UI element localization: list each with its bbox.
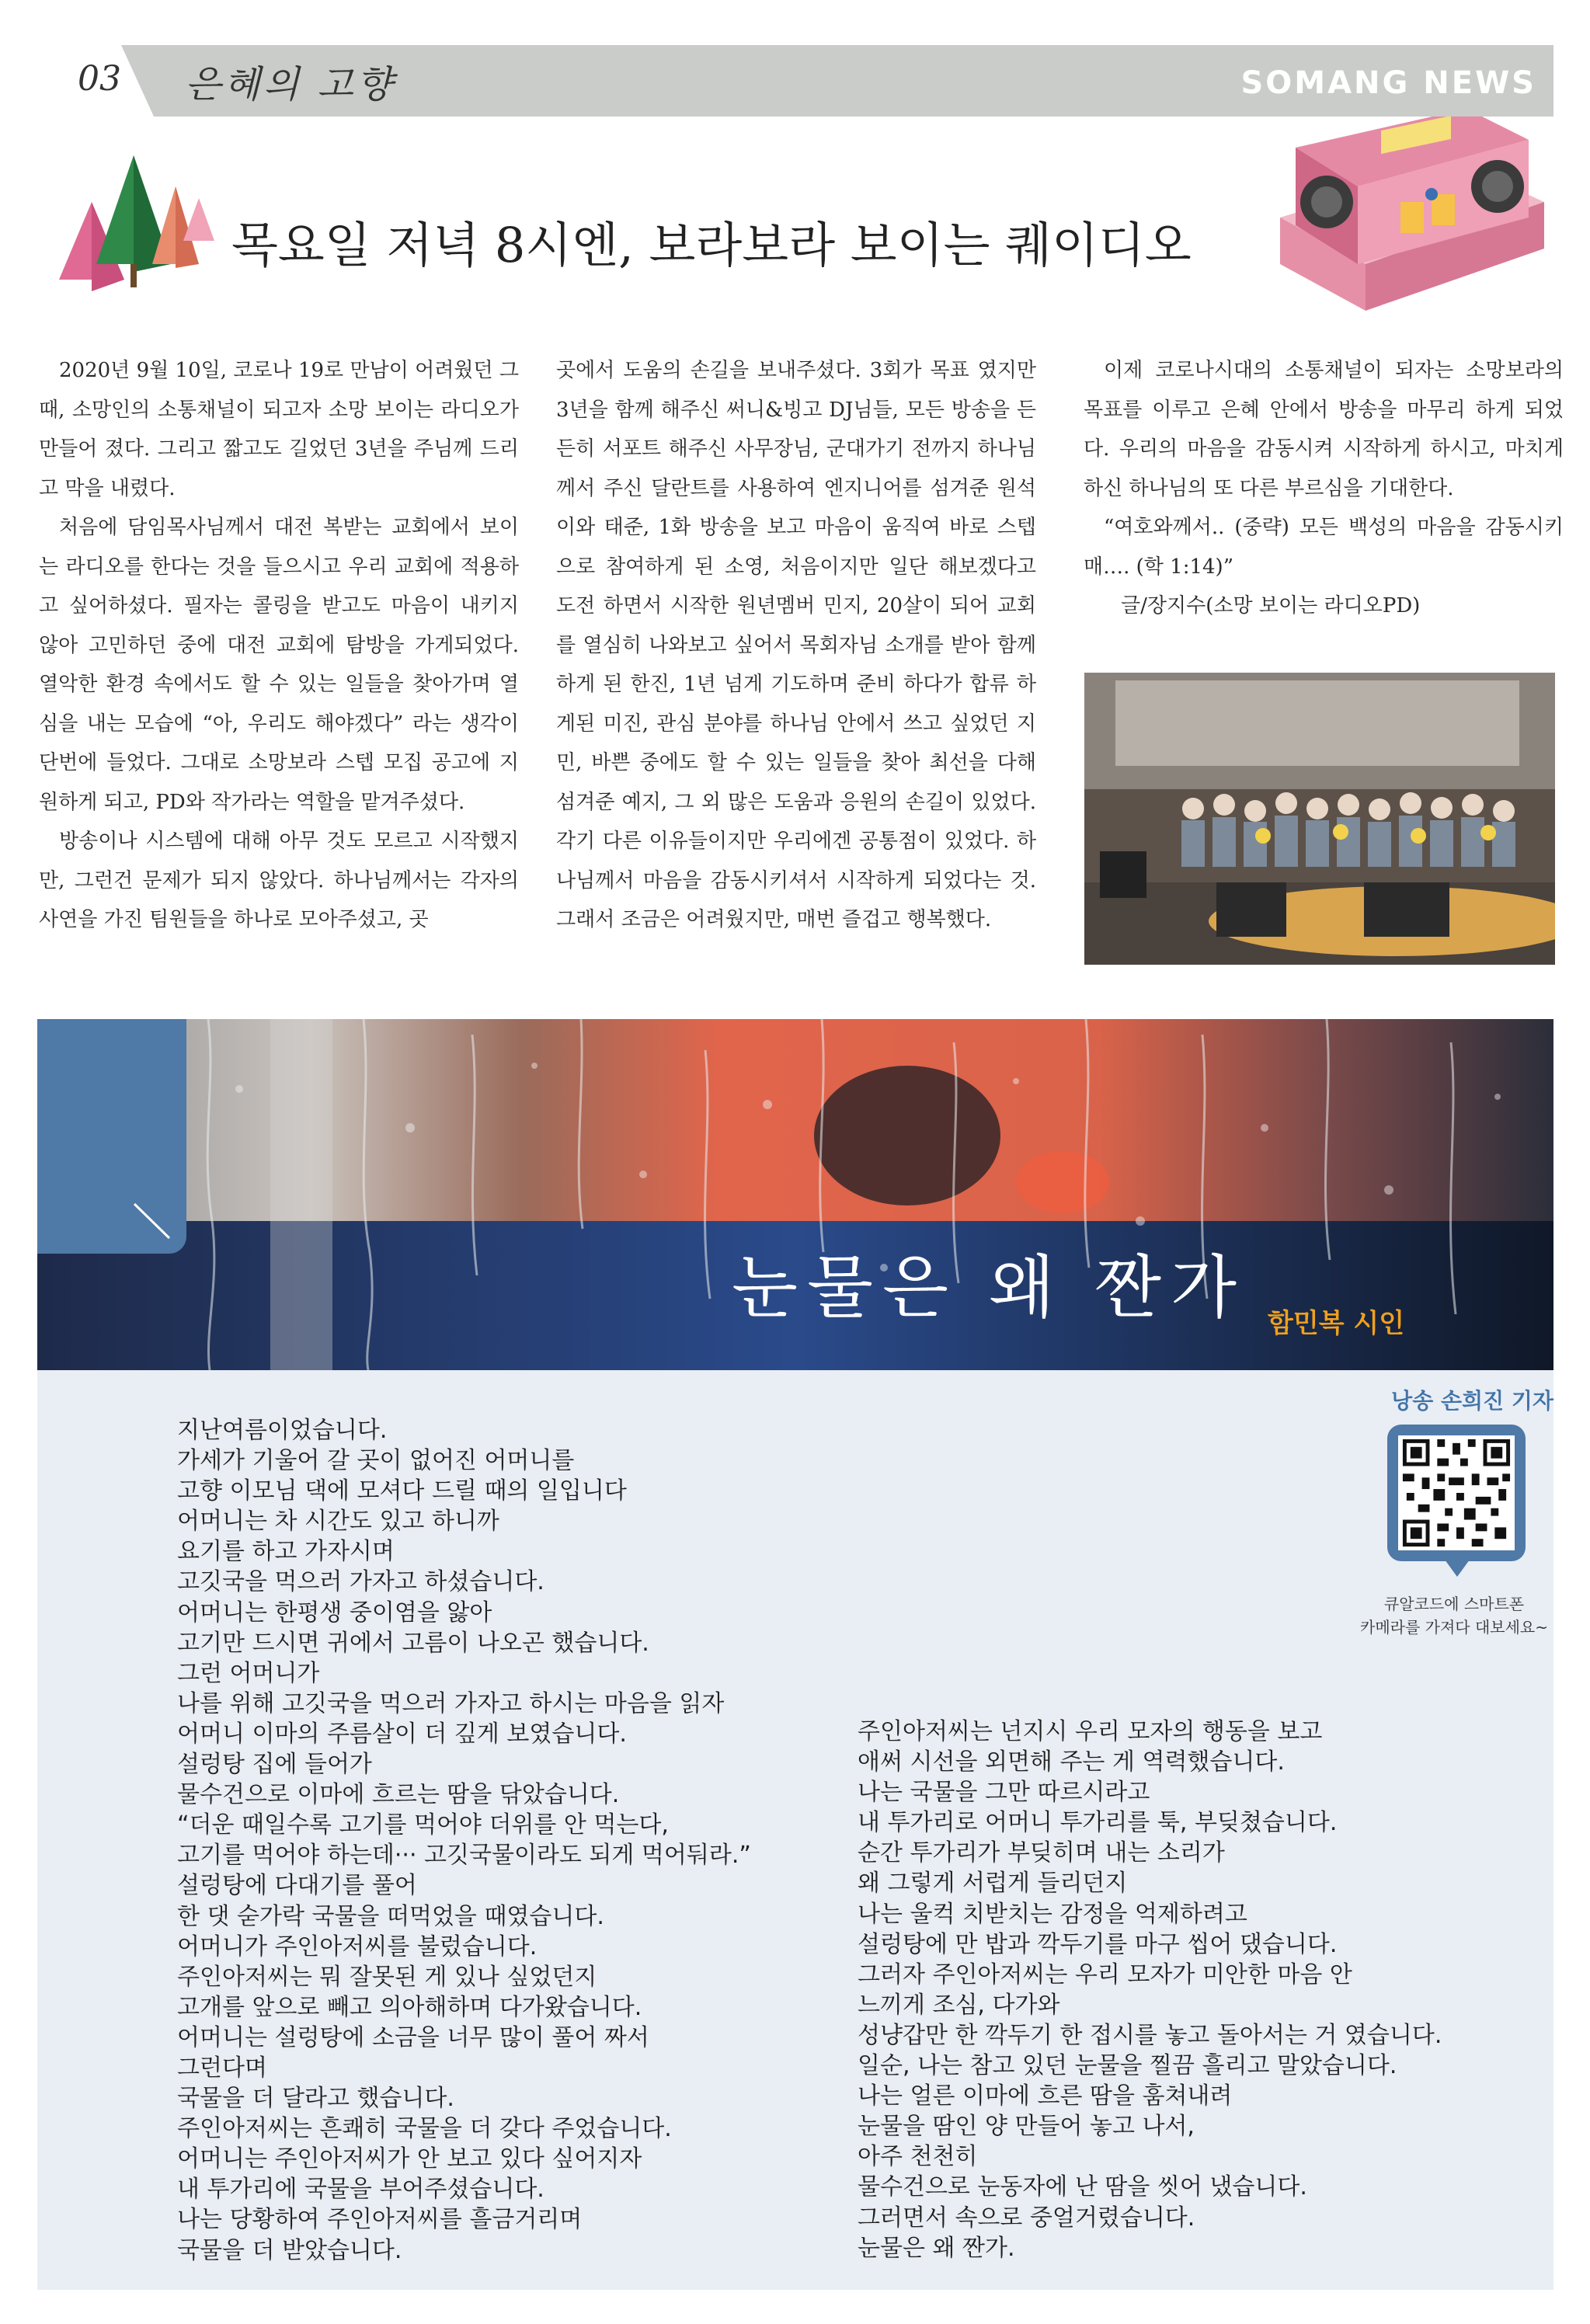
poem-line: 국물을 더 받았습니다. xyxy=(177,2236,402,2264)
article-paragraph: 2020년 9월 10일, 코로나 19로 만남이 어려웠던 그 때, 소망인의 소통채널이 되고자 소망 보이는 라디오가 만들어 졌다. 그리고 짧고도 길었던 3년을 주님께 드리고 막을 내렸다. xyxy=(39,359,519,500)
poem-line: 물수건으로 눈동자에 난 땀을 씻어 냈습니다. xyxy=(858,2173,1307,2201)
poem-line: 설렁탕 집에 들어가 xyxy=(177,1751,372,1779)
poem-line: 설렁탕에 다대기를 풀어 xyxy=(177,1872,417,1900)
poem-line: 나는 울컥 치받치는 감정을 억제하려고 xyxy=(858,1900,1247,1928)
poem-line: 어머니 이마의 주름살이 더 깊게 보였습니다. xyxy=(177,1720,627,1748)
qr-note-line: 카메라를 가져다 대보세요~ xyxy=(1360,1618,1548,1637)
poem-part-1 xyxy=(177,1415,751,2266)
tab-line: 샘 xyxy=(22,148,50,183)
poem-line: 일순, 나는 참고 있던 눈물을 찔끔 흘리고 말았습니다. xyxy=(858,2052,1397,2080)
poem-line: 왜 그렇게 서럽게 들리던지 xyxy=(858,1870,1128,1898)
article-paragraph: 방송이나 시스템에 대해 아무 것도 모르고 시작했지만, 그런건 문제가 되지 않았다. 하나님께서는 각자의 사연을 가진 팀원들을 하나로 모아주셨고, 곳 xyxy=(39,830,519,931)
poem-line: 설렁탕에 만 밥과 깍두기를 마구 씹어 댔습니다. xyxy=(858,1930,1338,1958)
poem-title: 눈물은 왜 짠가 xyxy=(732,1247,1246,1327)
poem-line: 그런 어머니가 xyxy=(177,1659,320,1687)
poem-line: 내 투가리로 어머니 투가리를 툭, 부딪쳤습니다. xyxy=(858,1809,1338,1837)
poem-line: 느끼게 조심, 다가와 xyxy=(858,1991,1060,2019)
qr-code[interactable] xyxy=(1398,1435,1515,1550)
poem-line: 한 댓 숟가락 국물을 떠먹었을 때였습니다. xyxy=(177,1902,604,1930)
poem-line: 애써 시선을 외면해 주는 게 역력했습니다. xyxy=(858,1748,1285,1776)
article-column-2 xyxy=(556,351,1036,940)
poem-line: 그러면서 속으로 중얼거렸습니다. xyxy=(858,2204,1195,2232)
qr-code-pointer xyxy=(1445,1560,1470,1577)
article-title: 목요일 저녁 8시엔, 보라보라 보이는 퀘이디오 xyxy=(231,217,1192,273)
brand-name: SOMANG NEWS xyxy=(1240,65,1536,101)
poem-line: 눈물은 왜 짠가. xyxy=(858,2234,1015,2262)
scripture-quote: “여호와께서.. (중략) 모든 백성의 마음을 감동시키매…. (학 1:14)” xyxy=(1084,516,1564,579)
poem-line: 주인아저씨는 넌지시 우리 모자의 행동을 보고 xyxy=(858,1718,1323,1745)
header-band xyxy=(37,45,1553,117)
poem-line: 눈물을 땀인 양 만들어 놓고 나서, xyxy=(858,2113,1195,2141)
reading-reporter: 낭송 손희진 기자 xyxy=(1391,1388,1553,1414)
poem-line: 주인아저씨는 흔쾌히 국물을 더 갖다 주었습니다. xyxy=(177,2115,672,2143)
radio-team-photo xyxy=(1084,673,1555,965)
poem-line: 어머니는 설렁탕에 소금을 너무 많이 풀어 짜서 xyxy=(177,2023,649,2051)
poem-line: 고향 이모님 댁에 모셔다 드릴 때의 일입니다 xyxy=(177,1477,627,1505)
poem-line: 아주 천천히 xyxy=(858,2143,978,2171)
poem-line: 요기를 하고 가자시며 xyxy=(177,1538,395,1566)
section-title: 은혜의 고향 xyxy=(185,63,396,106)
poem-line: 고기만 드시면 귀에서 고름이 나오곤 했습니다. xyxy=(177,1629,649,1657)
article-column-3 xyxy=(1084,351,1564,626)
poem-line: 순간 투가리가 부딪히며 내는 소리가 xyxy=(858,1839,1225,1867)
article-paragraph: 처음에 담임목사님께서 대전 복받는 교회에서 보이는 라디오를 한다는 것을 들으시고 우리 교회에 적용하고 싶어하셨다. 필자는 콜링을 받고도 마음이 내키지 않아 고민하던 중에 대전 교회에 탐방을 가게되었다. 열악한 환경 속에서도 할 수 있는 일들을 찾아가며 열심을 내는 모습에 “아, 우리도 해야겠다” 라는 생각이 단번에 들었다. 그대로 소망보라 스텝 모집 공고에 지원하게 되고, PD와 작가라는 역할을 맡겨주셨다. xyxy=(39,516,519,814)
poem-part-2 xyxy=(858,1717,1442,2263)
poem-line: 나는 얼른 이마에 흐른 땀을 훔쳐내려 xyxy=(858,2082,1233,2110)
poem-line: 그러자 주인아저씨는 우리 모자가 미안한 마음 안 xyxy=(858,1960,1352,1988)
poem-line: 가세가 기울어 갈 곳이 없어진 어머니를 xyxy=(177,1447,575,1475)
radio-illustration xyxy=(1265,117,1552,326)
poem-line: 고깃국을 먹으러 가자고 하셨습니다. xyxy=(177,1568,544,1596)
poem-line: 어머니는 주인아저씨가 안 보고 있다 싶어지자 xyxy=(177,2145,642,2173)
page-number: 03 xyxy=(78,59,121,99)
poem-line: 나를 위해 고깃국을 먹으러 가자고 하시는 마음을 읽자 xyxy=(177,1689,725,1717)
poem-line: 어머니는 한평생 중이염을 앓아 xyxy=(177,1599,492,1626)
poem-line: 국물을 더 달라고 했습니다. xyxy=(177,2085,454,2113)
poem-line: 어머니는 차 시간도 있고 하니까 xyxy=(177,1508,499,1536)
article-column-1 xyxy=(39,351,519,940)
section-tab xyxy=(37,1019,186,1254)
article-byline: 글/장지수(소망 보이는 라디오PD) xyxy=(1121,594,1421,618)
poem-line: 주인아저씨는 뭐 잘못된 게 있나 싶었던지 xyxy=(177,1963,597,1991)
poem-line: 나는 당황하여 주인아저씨를 흘금거리며 xyxy=(177,2206,583,2234)
poem-line: 지난여름이었습니다. xyxy=(177,1417,388,1444)
poet-name: 함민복 시인 xyxy=(1268,1308,1405,1339)
poem-line: 그런다며 xyxy=(177,2054,267,2082)
tab-line: 삶이 xyxy=(22,71,79,105)
poem-line: “더운 때일수록 고기를 먹어야 더위를 안 먹는다, xyxy=(177,1811,669,1839)
poem-line: 내 투가리에 국물을 부어주셨습니다. xyxy=(177,2176,544,2204)
poem-line: 물수건으로 이마에 흐르는 땀을 닦았습니다. xyxy=(177,1781,620,1809)
qr-note-line: 큐알코드에 스마트폰 xyxy=(1383,1595,1525,1613)
poem-line: 고개를 앞으로 빼고 의아해하며 다가왔습니다. xyxy=(177,1993,642,2021)
article-paragraph: 이제 코로나시대의 소통채널이 되자는 소망보라의 목표를 이루고 은혜 안에서 방송을 마무리 하게 되었다. 우리의 마음을 감동시켜 시작하게 하시고, 마치게 하신 하나님의 또 다른 부르심을 기대한다. xyxy=(1084,359,1564,500)
section-tab-label xyxy=(22,68,107,185)
poem-line: 어머니가 주인아저씨를 불렀습니다. xyxy=(177,1933,538,1960)
qr-instructions xyxy=(1338,1592,1571,1639)
poem-line: 고기를 먹어야 하는데··· 고깃국물이라도 되게 먹어둬라.” xyxy=(177,1842,751,1870)
tab-line: 들리는 xyxy=(22,110,108,144)
poem-line: 나는 국물을 그만 따르시라고 xyxy=(858,1779,1150,1807)
article-paragraph: 곳에서 도움의 손길을 보내주셨다. 3회가 목표 였지만 3년을 함께 해주신 써니&빙고 DJ님들, 모든 방송을 든든히 서포트 해주신 사무장님, 군대가기 전까지 하나님께서 주신 달란트를 사용하여 엔지니어를 섬겨준 원석이와 태준, 1화 방송을 보고 마음이 움직여 바로 스텝으로 참여하게 된 소영, 처음이지만 일단 해보겠다고 도전 하면서 시작한 원년멤버 민지, 20살이 되어 교회를 열심히 나와보고 싶어서 목회자님 소개를 받아 함께하게 된 한진, 1년 넘게 기도하며 준비 하다가 합류 하게된 미진, 관심 분야를 하나님 안에서 쓰고 싶었던 지민, 바쁜 중에도 할 수 있는 일들을 찾아 최선을 다해 섬겨준 예지, 그 외 많은 도움과 응원의 손길이 있었다. 각기 다른 이유들이지만 우리에겐 공통점이 있었다. 하나님께서 마음을 감동시키셔서 시작하게 되었다는 것. 그래서 조금은 어려웠지만, 매번 즐겁고 행복했다. xyxy=(556,359,1036,931)
poem-line: 성냥갑만 한 깍두기 한 접시를 놓고 돌아서는 거 였습니다. xyxy=(858,2021,1442,2049)
